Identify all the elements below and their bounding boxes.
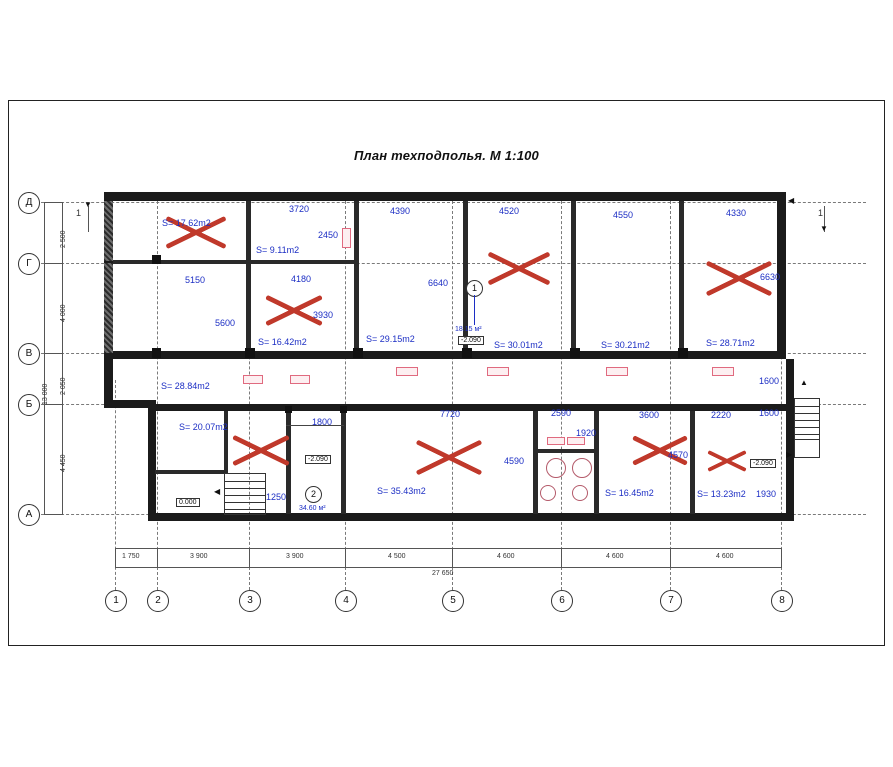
- dim-7720: 7720: [440, 409, 461, 419]
- dim-6640: 6640: [428, 278, 449, 288]
- page-title: План техподполья. М 1:100: [354, 148, 539, 163]
- pillar-3: [245, 348, 255, 358]
- area-30-01: S= 30.01m2: [494, 340, 543, 350]
- dim-bottom-4600b: 4 600: [606, 553, 624, 560]
- axis-line-d: [36, 202, 866, 203]
- door-7: [712, 367, 734, 376]
- pillar-6: [570, 348, 580, 358]
- wall-left-lower: [148, 404, 156, 521]
- dimtick-b5: [452, 548, 453, 568]
- right-arrow-lower: ▲: [800, 378, 808, 387]
- dimtick-l3: [44, 353, 63, 354]
- wall-lower-top-mid: [156, 404, 796, 411]
- door-1: [342, 228, 351, 248]
- pillar-1: [152, 255, 161, 264]
- area-13-23: S= 13.23m2: [697, 489, 746, 499]
- dimchain-left-outer: [44, 202, 45, 514]
- pillar-l1: [285, 406, 292, 413]
- area-28-84: S= 28.84m2: [161, 381, 210, 391]
- door-2: [243, 375, 263, 384]
- dim-1800: 1800: [312, 417, 333, 427]
- level-mark-1: -2.090: [305, 455, 331, 464]
- axis-bubble-7[interactable]: 7: [660, 590, 682, 612]
- dimtick-b2: [157, 548, 158, 568]
- section-mark-left-arrow: ▼: [84, 200, 92, 209]
- dim-3930: 3930: [313, 310, 334, 320]
- partition-l4: [594, 411, 599, 514]
- axis-line-6: [561, 196, 562, 590]
- pillar-7: [678, 348, 688, 358]
- section-mark-left-line: [88, 206, 89, 232]
- callout-bubble-1: 1: [466, 280, 483, 297]
- axis-line-7: [670, 196, 671, 590]
- fixture-3: [540, 485, 556, 501]
- partition-u2: [354, 201, 359, 351]
- dim-bottom-total: 27 650: [432, 570, 454, 577]
- axis-bubble-3[interactable]: 3: [239, 590, 261, 612]
- frame-right: [884, 100, 885, 646]
- axis-bubble-b[interactable]: Б: [18, 394, 40, 416]
- level-mark-3: 0.000: [176, 498, 200, 507]
- fixture-2: [572, 458, 592, 478]
- axis-line-4: [345, 196, 346, 590]
- balcony-arrow: ▶: [786, 450, 793, 459]
- dim-bottom-4500: 4 500: [388, 553, 406, 560]
- dimchain-bottom-outer: [115, 567, 782, 568]
- axis-bubble-6[interactable]: 6: [551, 590, 573, 612]
- callout-1-level: -2.090: [458, 336, 484, 345]
- stairs-left: [224, 473, 266, 515]
- pillar-2: [152, 348, 161, 358]
- dimchain-bottom-inner: [115, 548, 782, 549]
- area-29-15: S= 29.15m2: [366, 334, 415, 344]
- pillar-4: [353, 348, 363, 358]
- marker-cross-5: [230, 424, 292, 472]
- dim-left-2050: 2 050: [60, 377, 67, 395]
- axis-bubble-1[interactable]: 1: [105, 590, 127, 612]
- dim-4590: 4590: [504, 456, 525, 466]
- section-mark-left-label: 1: [76, 208, 82, 218]
- axis-bubble-5[interactable]: 5: [442, 590, 464, 612]
- marker-cross-6: [413, 430, 485, 480]
- axis-bubble-8[interactable]: 8: [771, 590, 793, 612]
- dim-bottom-4600c: 4 600: [716, 553, 734, 560]
- partition-u4: [571, 201, 576, 351]
- dim-1600-a: 1600: [759, 376, 780, 386]
- top-right-arrow: ◀: [788, 196, 795, 205]
- dim-bottom-1750: 1 750: [122, 553, 140, 560]
- marker-cross-7: [630, 420, 690, 476]
- dim-4390: 4390: [390, 206, 411, 216]
- partition-l8: [224, 411, 228, 473]
- door-5: [487, 367, 509, 376]
- dim-bottom-4600a: 4 600: [497, 553, 515, 560]
- dim-4550: 4550: [613, 210, 634, 220]
- pillar-5: [462, 348, 472, 358]
- area-17-62: S= 17.62m2: [162, 218, 211, 228]
- dim-left-4450: 4 450: [60, 454, 67, 472]
- fixture-1: [546, 458, 566, 478]
- area-9-11: S= 9.11m2: [256, 245, 300, 255]
- dim-1250: 1250: [266, 492, 287, 502]
- door-8: [547, 437, 565, 445]
- marker-cross-8: [706, 438, 748, 480]
- axis-line-5: [452, 196, 453, 590]
- dim-2450: 2450: [318, 230, 339, 240]
- dim-5150: 5150: [185, 275, 206, 285]
- partition-u1: [246, 201, 251, 351]
- dimtick-l5: [44, 514, 63, 515]
- callout-1-area: 18.15 м²: [455, 326, 482, 333]
- door-9: [567, 437, 585, 445]
- dimtick-l1: [44, 202, 63, 203]
- wall-hatch-left: [104, 201, 113, 261]
- partition-l6: [533, 449, 595, 453]
- dimtick-b6: [561, 548, 562, 568]
- partition-l3: [533, 411, 538, 514]
- axis-bubble-a[interactable]: А: [18, 504, 40, 526]
- dim-1930: 1930: [756, 489, 777, 499]
- marker-cross-3: [485, 240, 553, 292]
- dim-2220: 2220: [711, 410, 732, 420]
- dim-3600: 3600: [639, 410, 660, 420]
- area-28-71: S= 28.71m2: [706, 338, 755, 348]
- marker-cross-2: [263, 286, 325, 330]
- dim-bottom-3900a: 3 900: [190, 553, 208, 560]
- dimtick-b4: [345, 548, 346, 568]
- callout-bubble-2: 2: [305, 486, 322, 503]
- partition-u5: [679, 201, 684, 351]
- area-16-42: S= 16.42m2: [258, 337, 307, 347]
- stairs-arrow: ◀: [214, 487, 221, 496]
- frame-left: [8, 100, 9, 646]
- door-6: [606, 367, 628, 376]
- dimtick-b7: [670, 548, 671, 568]
- axis-bubble-4[interactable]: 4: [335, 590, 357, 612]
- dimtick-b1: [115, 548, 116, 568]
- area-16-45: S= 16.45m2: [605, 488, 654, 498]
- partition-l7: [155, 470, 225, 474]
- area-30-21: S= 30.21m2: [601, 340, 650, 350]
- wall-top: [104, 192, 786, 201]
- dim-4330: 4330: [726, 208, 747, 218]
- door-4: [396, 367, 418, 376]
- partition-l5: [690, 411, 695, 514]
- dimtick-b3: [249, 548, 250, 568]
- partition-l1: [286, 411, 291, 514]
- pillar-l2: [340, 406, 347, 413]
- dim-left-total: 13 000: [42, 383, 49, 405]
- partition-u-short-1: [113, 260, 247, 264]
- axis-bubble-g[interactable]: Г: [18, 253, 40, 275]
- dim-left-4000: 4 000: [60, 304, 67, 322]
- marker-cross-1: [163, 207, 229, 253]
- callout-2-area: 34.60 м²: [299, 505, 326, 512]
- dim-1600-b: 1600: [759, 408, 780, 418]
- frame-top: [8, 100, 885, 101]
- dim-bottom-3900b: 3 900: [286, 553, 304, 560]
- area-35-43: S= 35.43m2: [377, 486, 426, 496]
- fixture-4: [572, 485, 588, 501]
- dim-left-2500: 2 500: [60, 230, 67, 248]
- partition-u-short-2: [246, 260, 356, 264]
- frame-bottom: [8, 645, 885, 646]
- dim-4520: 4520: [499, 206, 520, 216]
- area-20-07: S= 20.07m2: [179, 422, 228, 432]
- dim-5600: 5600: [215, 318, 236, 328]
- door-3: [290, 375, 310, 384]
- section-mark-right-arrow: ▼: [820, 224, 828, 233]
- dim-6630: 6630: [760, 272, 781, 282]
- dim-4180: 4180: [291, 274, 312, 284]
- wall-right-lower: [786, 359, 794, 521]
- callout-1-leader: [474, 295, 475, 325]
- axis-bubble-v[interactable]: В: [18, 343, 40, 365]
- level-mark-2: -2.090: [750, 459, 776, 468]
- wall-hatch-left-2: [104, 263, 113, 353]
- axis-bubble-d[interactable]: Д: [18, 192, 40, 214]
- dim-2590: 2590: [551, 408, 572, 418]
- dimtick-l2: [44, 263, 63, 264]
- partition-l2: [341, 411, 346, 514]
- axis-bubble-2[interactable]: 2: [147, 590, 169, 612]
- dimtick-b8: [781, 548, 782, 568]
- wall-lower-top-left: [113, 400, 156, 408]
- stairs-right: [794, 398, 820, 440]
- dim-3720: 3720: [289, 204, 310, 214]
- section-mark-right-label: 1: [818, 208, 824, 218]
- dim-4570: 4570: [668, 450, 689, 460]
- dim-1920: 1920: [576, 428, 597, 438]
